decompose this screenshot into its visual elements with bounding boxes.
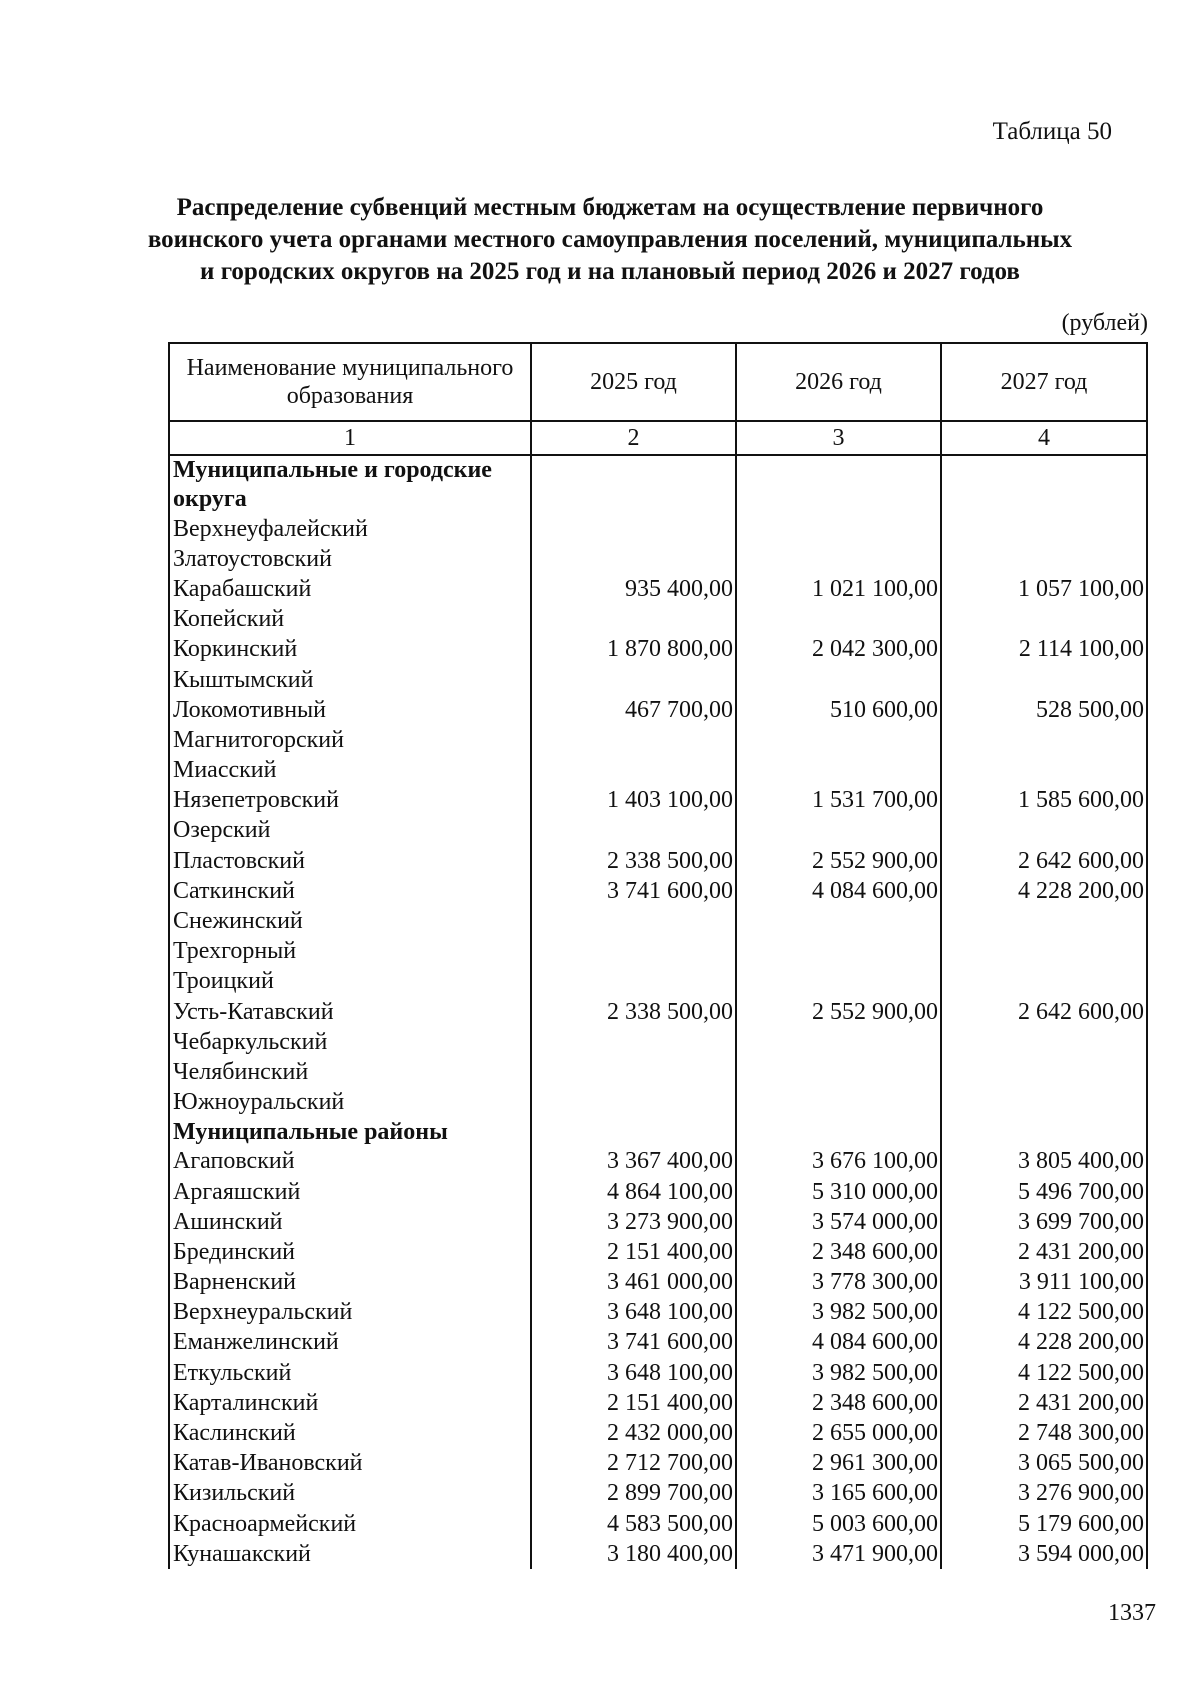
value-2027-cell xyxy=(941,725,1147,755)
value-2026-cell: 4 084 600,00 xyxy=(736,876,941,906)
table-row xyxy=(169,1509,1147,1539)
value-2025-cell: 467 700,00 xyxy=(531,695,736,725)
municipality-name-cell: Кизильский xyxy=(169,1479,531,1509)
value-2026-cell: 1 531 700,00 xyxy=(736,786,941,816)
value-2027-cell: 528 500,00 xyxy=(941,695,1147,725)
header-2025: 2025 год xyxy=(531,343,736,421)
value-2027-cell: 5 496 700,00 xyxy=(941,1177,1147,1207)
municipality-name-cell: Саткинский xyxy=(169,876,531,906)
value-2025-cell xyxy=(531,906,736,936)
value-2026-cell xyxy=(736,756,941,786)
section-row xyxy=(169,1118,1147,1147)
municipality-name-cell: Коркинский xyxy=(169,635,531,665)
value-2026-cell: 5 310 000,00 xyxy=(736,1177,941,1207)
municipality-name-cell: Миасский xyxy=(169,756,531,786)
value-2027-cell: 2 431 200,00 xyxy=(941,1388,1147,1418)
value-2025-cell xyxy=(531,1057,736,1087)
value-2025-cell xyxy=(531,665,736,695)
table-row xyxy=(169,574,1147,604)
municipality-name-cell: Нязепетровский xyxy=(169,786,531,816)
value-2026-cell: 3 778 300,00 xyxy=(736,1268,941,1298)
value-2027-cell xyxy=(941,756,1147,786)
table-row xyxy=(169,1027,1147,1057)
table-row xyxy=(169,1268,1147,1298)
header-row xyxy=(169,343,1147,421)
value-2027-cell xyxy=(941,816,1147,846)
value-2025-cell: 2 712 700,00 xyxy=(531,1449,736,1479)
municipality-name-cell: Озерский xyxy=(169,816,531,846)
municipality-name-cell: Агаповский xyxy=(169,1147,531,1177)
value-2025-cell: 2 338 500,00 xyxy=(531,846,736,876)
value-2026-cell: 510 600,00 xyxy=(736,695,941,725)
value-2026-cell: 2 655 000,00 xyxy=(736,1418,941,1448)
value-2026-cell: 2 552 900,00 xyxy=(736,997,941,1027)
value-2025-cell: 1 870 800,00 xyxy=(531,635,736,665)
municipality-name-cell: Чебаркульский xyxy=(169,1027,531,1057)
municipality-name-cell: Трехгорный xyxy=(169,937,531,967)
units-label: (рублей) xyxy=(1061,310,1148,336)
value-2027-cell: 2 642 600,00 xyxy=(941,997,1147,1027)
municipality-name-cell: Усть-Катавский xyxy=(169,997,531,1027)
municipality-name-cell: Ашинский xyxy=(169,1207,531,1237)
value-2027-cell: 3 699 700,00 xyxy=(941,1207,1147,1237)
value-2026-cell: 3 471 900,00 xyxy=(736,1539,941,1569)
value-2027-cell xyxy=(941,1027,1147,1057)
value-2027-cell xyxy=(941,455,1147,514)
value-2027-cell xyxy=(941,1057,1147,1087)
title-line: воинского учета органами местного самоуправления поселений, муниципальных xyxy=(147,226,1073,253)
municipality-name-cell: Еткульский xyxy=(169,1358,531,1388)
value-2025-cell: 2 899 700,00 xyxy=(531,1479,736,1509)
value-2025-cell xyxy=(531,967,736,997)
value-2027-cell xyxy=(941,906,1147,936)
value-2026-cell xyxy=(736,665,941,695)
table-row xyxy=(169,544,1147,574)
column-number: 2 xyxy=(531,421,736,455)
value-2026-cell: 4 084 600,00 xyxy=(736,1328,941,1358)
value-2027-cell: 1 585 600,00 xyxy=(941,786,1147,816)
table-row xyxy=(169,1147,1147,1177)
table-row xyxy=(169,1418,1147,1448)
municipality-name-cell: Брединский xyxy=(169,1237,531,1267)
municipality-name-cell: Магнитогорский xyxy=(169,725,531,755)
value-2025-cell: 3 273 900,00 xyxy=(531,1207,736,1237)
table-row xyxy=(169,665,1147,695)
value-2025-cell: 2 432 000,00 xyxy=(531,1418,736,1448)
value-2026-cell xyxy=(736,1118,941,1147)
value-2026-cell xyxy=(736,514,941,544)
header-2027: 2027 год xyxy=(941,343,1147,421)
value-2027-cell: 3 911 100,00 xyxy=(941,1268,1147,1298)
municipality-name-cell: Красноармейский xyxy=(169,1509,531,1539)
table-row xyxy=(169,1388,1147,1418)
value-2026-cell xyxy=(736,1027,941,1057)
value-2026-cell: 3 574 000,00 xyxy=(736,1207,941,1237)
value-2025-cell xyxy=(531,756,736,786)
value-2027-cell: 2 431 200,00 xyxy=(941,1237,1147,1267)
table-row xyxy=(169,1479,1147,1509)
value-2027-cell: 2 114 100,00 xyxy=(941,635,1147,665)
table-row xyxy=(169,695,1147,725)
value-2027-cell xyxy=(941,605,1147,635)
value-2027-cell xyxy=(941,1088,1147,1118)
municipality-name-cell: Варненский xyxy=(169,1268,531,1298)
value-2027-cell: 3 065 500,00 xyxy=(941,1449,1147,1479)
value-2025-cell: 3 180 400,00 xyxy=(531,1539,736,1569)
value-2027-cell: 2 748 300,00 xyxy=(941,1418,1147,1448)
value-2026-cell xyxy=(736,816,941,846)
value-2025-cell: 2 338 500,00 xyxy=(531,997,736,1027)
value-2027-cell: 4 228 200,00 xyxy=(941,876,1147,906)
value-2027-cell xyxy=(941,665,1147,695)
document-title xyxy=(120,192,1100,288)
value-2026-cell: 3 676 100,00 xyxy=(736,1147,941,1177)
municipality-name-cell: Челябинский xyxy=(169,1057,531,1087)
municipality-name-cell: Катав-Ивановский xyxy=(169,1449,531,1479)
value-2025-cell: 4 583 500,00 xyxy=(531,1509,736,1539)
table-row xyxy=(169,635,1147,665)
value-2027-cell: 1 057 100,00 xyxy=(941,574,1147,604)
title-line: Распределение субвенций местным бюджетам на осуществление первичного xyxy=(176,194,1044,221)
table-row xyxy=(169,756,1147,786)
value-2025-cell xyxy=(531,937,736,967)
value-2025-cell: 3 367 400,00 xyxy=(531,1147,736,1177)
table-row xyxy=(169,937,1147,967)
table-body xyxy=(169,455,1147,1569)
value-2027-cell xyxy=(941,544,1147,574)
municipality-name-cell: Карталинский xyxy=(169,1388,531,1418)
table-row xyxy=(169,1328,1147,1358)
value-2026-cell xyxy=(736,937,941,967)
value-2025-cell xyxy=(531,514,736,544)
municipality-name-cell: Златоустовский xyxy=(169,544,531,574)
table-label: Таблица 50 xyxy=(992,118,1112,145)
value-2027-cell: 4 122 500,00 xyxy=(941,1298,1147,1328)
value-2027-cell: 4 228 200,00 xyxy=(941,1328,1147,1358)
value-2027-cell xyxy=(941,937,1147,967)
municipality-name-cell: Южноуральский xyxy=(169,1088,531,1118)
table-row xyxy=(169,1207,1147,1237)
column-number-row xyxy=(169,421,1147,455)
municipality-name-cell: Верхнеуральский xyxy=(169,1298,531,1328)
page-number: 1337 xyxy=(1108,1600,1156,1626)
value-2025-cell: 3 741 600,00 xyxy=(531,1328,736,1358)
value-2025-cell: 3 648 100,00 xyxy=(531,1358,736,1388)
value-2025-cell: 4 864 100,00 xyxy=(531,1177,736,1207)
table-row xyxy=(169,906,1147,936)
value-2027-cell xyxy=(941,967,1147,997)
section-row xyxy=(169,455,1147,514)
value-2026-cell: 3 982 500,00 xyxy=(736,1298,941,1328)
value-2025-cell xyxy=(531,1118,736,1147)
value-2025-cell: 2 151 400,00 xyxy=(531,1388,736,1418)
value-2025-cell xyxy=(531,725,736,755)
value-2027-cell: 3 594 000,00 xyxy=(941,1539,1147,1569)
value-2027-cell xyxy=(941,514,1147,544)
value-2026-cell xyxy=(736,605,941,635)
value-2025-cell xyxy=(531,544,736,574)
municipality-name-cell: Еманжелинский xyxy=(169,1328,531,1358)
municipality-name-cell: Троицкий xyxy=(169,967,531,997)
table-row xyxy=(169,846,1147,876)
value-2026-cell: 2 042 300,00 xyxy=(736,635,941,665)
table-row xyxy=(169,1177,1147,1207)
municipality-name-cell: Каслинский xyxy=(169,1418,531,1448)
value-2026-cell: 1 021 100,00 xyxy=(736,574,941,604)
column-number: 1 xyxy=(169,421,531,455)
value-2025-cell xyxy=(531,1027,736,1057)
value-2026-cell xyxy=(736,455,941,514)
table-row xyxy=(169,1088,1147,1118)
municipality-name-cell: Аргаяшский xyxy=(169,1177,531,1207)
value-2026-cell: 3 165 600,00 xyxy=(736,1479,941,1509)
municipality-name-cell: Снежинский xyxy=(169,906,531,936)
municipality-name-cell: Верхнеуфалейский xyxy=(169,514,531,544)
value-2026-cell: 2 961 300,00 xyxy=(736,1449,941,1479)
municipality-name-cell: Копейский xyxy=(169,605,531,635)
value-2026-cell: 2 552 900,00 xyxy=(736,846,941,876)
value-2025-cell: 2 151 400,00 xyxy=(531,1237,736,1267)
table-row xyxy=(169,605,1147,635)
value-2025-cell: 3 741 600,00 xyxy=(531,876,736,906)
title-line: и городских округов на 2025 год и на плановый период 2026 и 2027 годов xyxy=(200,258,1020,285)
column-number: 3 xyxy=(736,421,941,455)
value-2027-cell: 4 122 500,00 xyxy=(941,1358,1147,1388)
value-2027-cell: 3 805 400,00 xyxy=(941,1147,1147,1177)
value-2027-cell: 3 276 900,00 xyxy=(941,1479,1147,1509)
municipality-name-cell: Кунашакский xyxy=(169,1539,531,1569)
municipality-name-cell: Пластовский xyxy=(169,846,531,876)
value-2025-cell xyxy=(531,605,736,635)
table-row xyxy=(169,1449,1147,1479)
value-2025-cell: 3 461 000,00 xyxy=(531,1268,736,1298)
value-2027-cell xyxy=(941,1118,1147,1147)
value-2026-cell: 2 348 600,00 xyxy=(736,1388,941,1418)
table-row xyxy=(169,786,1147,816)
table-row xyxy=(169,1057,1147,1087)
table-row xyxy=(169,1237,1147,1267)
municipality-name-cell: Муниципальные районы xyxy=(169,1118,531,1147)
header-2026: 2026 год xyxy=(736,343,941,421)
table-row xyxy=(169,967,1147,997)
value-2026-cell xyxy=(736,725,941,755)
column-number: 4 xyxy=(941,421,1147,455)
value-2027-cell: 5 179 600,00 xyxy=(941,1509,1147,1539)
value-2026-cell: 3 982 500,00 xyxy=(736,1358,941,1388)
value-2026-cell xyxy=(736,1057,941,1087)
table-row xyxy=(169,997,1147,1027)
value-2026-cell xyxy=(736,967,941,997)
table-row xyxy=(169,1539,1147,1569)
value-2025-cell xyxy=(531,455,736,514)
table-row xyxy=(169,725,1147,755)
table-row xyxy=(169,876,1147,906)
subvention-table xyxy=(168,342,1148,1569)
municipality-name-cell: Кыштымский xyxy=(169,665,531,695)
value-2025-cell: 1 403 100,00 xyxy=(531,786,736,816)
value-2025-cell xyxy=(531,816,736,846)
value-2026-cell: 5 003 600,00 xyxy=(736,1509,941,1539)
value-2027-cell: 2 642 600,00 xyxy=(941,846,1147,876)
value-2025-cell xyxy=(531,1088,736,1118)
value-2025-cell: 935 400,00 xyxy=(531,574,736,604)
table-row xyxy=(169,1358,1147,1388)
value-2026-cell xyxy=(736,906,941,936)
municipality-name-cell: Муниципальные и городские округа xyxy=(169,455,531,514)
value-2026-cell xyxy=(736,544,941,574)
value-2026-cell xyxy=(736,1088,941,1118)
table-row xyxy=(169,1298,1147,1328)
municipality-name-cell: Локомотивный xyxy=(169,695,531,725)
municipality-name-cell: Карабашский xyxy=(169,574,531,604)
table-row xyxy=(169,514,1147,544)
value-2025-cell: 3 648 100,00 xyxy=(531,1298,736,1328)
value-2026-cell: 2 348 600,00 xyxy=(736,1237,941,1267)
header-municipality: Наименование муниципального образования xyxy=(169,343,531,421)
table-row xyxy=(169,816,1147,846)
